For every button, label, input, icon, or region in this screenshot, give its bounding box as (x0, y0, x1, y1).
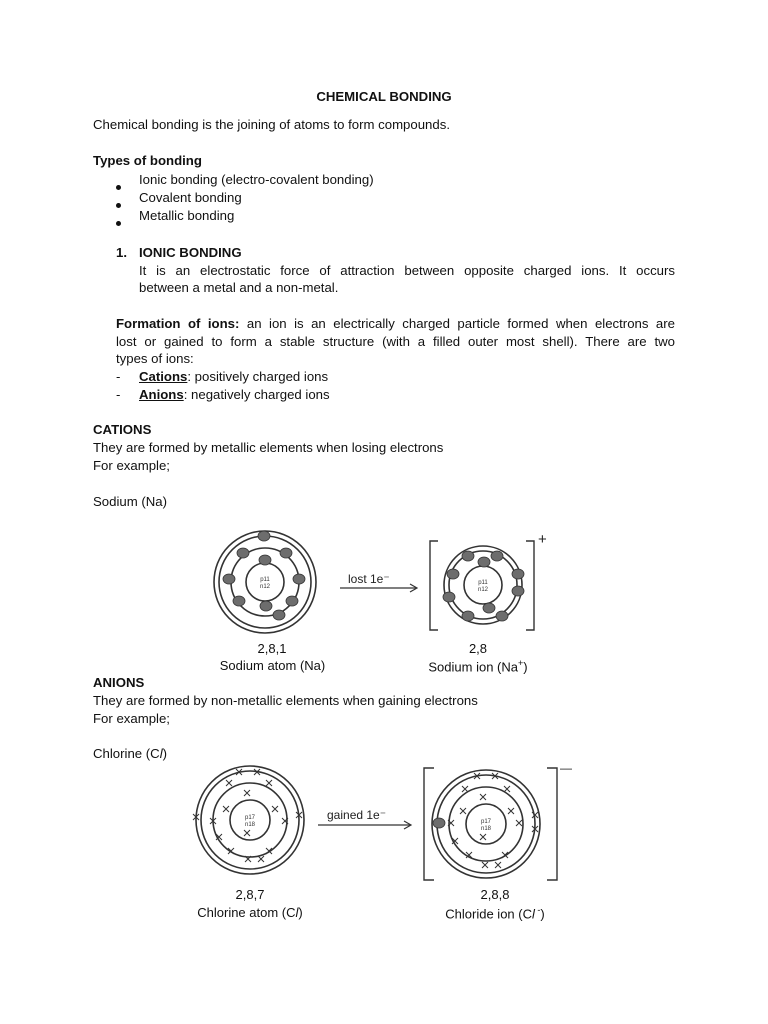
cations-text: For example; (93, 458, 170, 473)
formation-line: types of ions: (116, 351, 194, 366)
atom-caption: Sodium atom (Na) (219, 658, 326, 673)
page-title: CHEMICAL BONDING (316, 89, 452, 104)
section-number: 1. (116, 245, 127, 260)
ion-caption-text: Sodium ion (Na (428, 659, 518, 675)
nucleus-p: p17 (480, 819, 492, 825)
nucleus-n: n18 (480, 826, 492, 832)
atom-caption (185, 905, 315, 920)
bullet-icon (116, 214, 121, 229)
right-bracket (547, 768, 557, 880)
ion-caption-sup: + (518, 658, 524, 668)
formation-line (116, 316, 675, 331)
example-text: ) (162, 746, 168, 761)
section-text-line: between a metal and a non-metal. (139, 280, 339, 295)
formation-label: Formation of ions: (116, 316, 240, 331)
nucleus-p: p11 (478, 580, 488, 586)
anions-text: For example; (93, 711, 170, 726)
left-bracket (430, 541, 438, 630)
nucleus-p: p17 (244, 815, 256, 821)
caption-text: ) (540, 906, 545, 922)
list-item: Ionic bonding (electro-covalent bonding) (139, 172, 374, 187)
example-label: Sodium (Na) (93, 494, 168, 509)
term: Cations (139, 369, 188, 384)
ion-charge: + (538, 531, 547, 548)
section-text-line: It is an electrostatic force of attraction between opposite charged ions. It occurs (139, 263, 675, 278)
caption-sup: - (534, 905, 541, 915)
anions-heading: ANIONS (93, 675, 145, 690)
formation-text: an ion is an electrically charged particle formed when electrons are (239, 316, 675, 331)
nucleus-n: n12 (259, 584, 271, 590)
nucleus-n: n18 (244, 822, 256, 828)
caption-text: Chloride ion (C (445, 906, 532, 922)
example-text: l (159, 746, 163, 761)
right-bracket (526, 541, 534, 630)
bullet-icon (116, 196, 121, 211)
list-item (139, 369, 328, 384)
example-text: Chlorine (C (93, 746, 160, 761)
caption-text: l (295, 905, 299, 920)
bullet-icon (116, 178, 121, 193)
ion-config: 2,8 (468, 641, 488, 656)
chlorine-diagram (190, 760, 572, 885)
ion-charge: — (560, 761, 572, 775)
ion-caption (425, 905, 565, 921)
term-desc: : negatively charged ions (183, 387, 330, 402)
list-item (139, 387, 330, 402)
cations-text: They are formed by metallic elements when losing electrons (93, 440, 444, 455)
caption-text: l (531, 906, 535, 922)
atom-config: 2,8,7 (235, 887, 265, 902)
gained-electron (433, 818, 445, 828)
nucleus-p: p11 (260, 577, 270, 583)
term-desc: : positively charged ions (187, 369, 329, 384)
example-label (93, 746, 167, 761)
formation-line: lost or gained to form a stable structure (with a filled outer most shell). There are two (116, 334, 675, 349)
dash: - (116, 387, 121, 402)
types-heading: Types of bonding (93, 153, 202, 168)
dash: - (116, 369, 121, 384)
atom-config: 2,8,1 (257, 641, 287, 656)
sodium-diagram (200, 525, 570, 645)
list-item: Covalent bonding (139, 190, 242, 205)
caption-text: ) (298, 905, 303, 920)
anions-text: They are formed by non-metallic elements when gaining electrons (93, 693, 478, 708)
arrow-label: gained 1e⁻ (327, 808, 387, 822)
caption-text: Chlorine atom (C (197, 905, 296, 920)
term: Anions (139, 387, 184, 402)
section-heading: IONIC BONDING (139, 245, 242, 260)
ion-caption-text: ) (523, 659, 528, 675)
list-item: Metallic bonding (139, 208, 235, 223)
intro-text: Chemical bonding is the joining of atoms to form compounds. (93, 117, 450, 132)
arrow-label: lost 1e⁻ (348, 572, 390, 586)
ion-config: 2,8,8 (480, 887, 510, 902)
ion-caption (418, 658, 538, 674)
nucleus-n: n12 (477, 587, 489, 593)
cations-heading: CATIONS (93, 422, 152, 437)
